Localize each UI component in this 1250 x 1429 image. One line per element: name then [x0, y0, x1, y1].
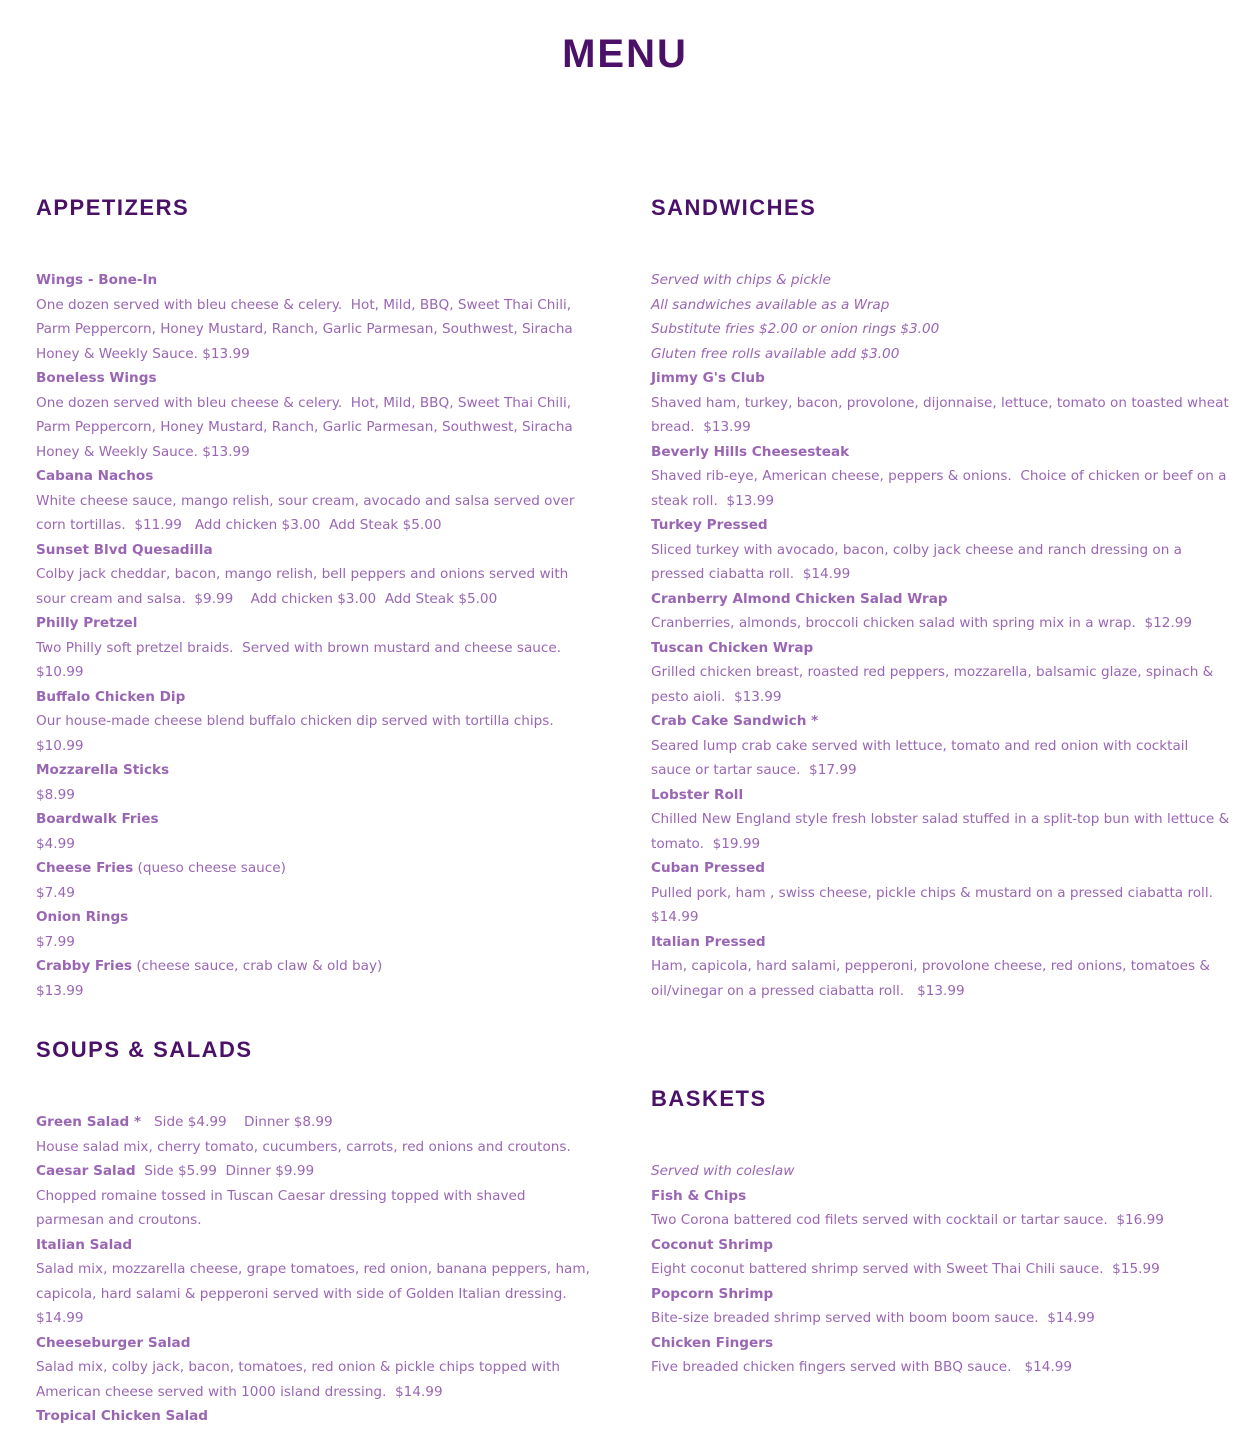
page-title: MENU — [562, 32, 688, 76]
menu-item-description: Salad mix, mozzarella cheese, grape tomatoes, red onion, banana peppers, ham, capicola, hard salami & pepperoni served with side of Golden Italian dressing. $14.99 — [36, 1261, 595, 1326]
menu-item-title: Tuscan Chicken Wrap — [651, 639, 814, 656]
menu-item-description: Eight coconut battered shrimp served with Sweet Thai Chili sauce. $15.99 — [651, 1261, 1160, 1277]
menu-items-list — [36, 1110, 596, 1429]
menu-item-description: Two Corona battered cod filets served with cocktail or tartar sauce. $16.99 — [651, 1212, 1164, 1228]
menu-item-description: $7.99 — [36, 933, 75, 950]
menu-item-title: Cuban Pressed — [651, 860, 765, 876]
menu-item-description: Sliced turkey with avocado, bacon, colby jack cheese and ranch dressing on a pressed ciabatta roll. $14.99 — [651, 541, 1187, 582]
menu-item-name — [36, 1159, 596, 1184]
menu-item-description: Grilled chicken breast, roasted red peppers, mozzarella, balsamic glaze, spinach & pesto aioli. $13.99 — [651, 664, 1218, 705]
menu-item-name — [36, 905, 596, 930]
menu-item-extra: Side $5.99 Dinner $9.99 — [135, 1163, 315, 1179]
menu-item-name — [36, 268, 596, 293]
menu-item-name — [651, 587, 1231, 612]
menu-item-description: Pulled pork, ham , swiss cheese, pickle chips & mustard on a pressed ciabatta roll. $14.99 — [651, 884, 1222, 925]
menu-item-name — [651, 440, 1231, 465]
menu-item-name — [36, 807, 596, 832]
menu-item-name — [36, 464, 596, 489]
section-heading: SOUPS & SALADS — [36, 1037, 253, 1062]
menu-items-list — [651, 1159, 1231, 1380]
menu-item-title: Lobster Roll — [651, 786, 744, 803]
menu-item-name — [36, 1331, 596, 1356]
sandwiches-section — [651, 194, 1234, 999]
menu-item-description: $13.99 — [36, 982, 84, 999]
menu-item-title: Fish & Chips — [651, 1187, 747, 1204]
menu-item-title: Beverly Hills Cheesesteak — [651, 443, 850, 460]
menu-item-description: $7.49 — [36, 884, 75, 901]
menu-item-description: Cranberries, almonds, broccoli chicken salad with spring mix in a wrap. $12.99 — [651, 615, 1193, 631]
menu-item-description: Ham, capicola, hard salami, pepperoni, provolone cheese, red onions, tomatoes & oil/vinegar on a pressed ciabatta roll. $13.99 — [651, 958, 1215, 999]
menu-item-name — [36, 758, 596, 783]
menu-item-title: Italian Salad — [36, 1236, 133, 1253]
menu-item-name — [36, 954, 596, 979]
menu-item-description: Colby jack cheddar, bacon, mango relish, bell peppers and onions served with sour cream and salsa. $9.99 Add chicken $3.00 Add Steak $5.00 — [36, 566, 577, 607]
menu-item-description: Chopped romaine tossed in Tuscan Caesar dressing topped with shaved parmesan and croutons. — [36, 1187, 530, 1228]
menu-item-title: Popcorn Shrimp — [651, 1285, 774, 1302]
menu-item-extra: (cheese sauce, crab claw & old bay) — [132, 958, 383, 974]
menu-item-description: Seared lump crab cake served with lettuce, tomato and red onion with cocktail sauce or tartar sauce. $17.99 — [651, 737, 1193, 778]
menu-item-name — [651, 1282, 1231, 1307]
menu-items-list — [651, 268, 1234, 1003]
menu-item-title: Turkey Pressed — [651, 517, 768, 533]
appetizers-section — [36, 194, 596, 999]
menu-item-title: Boardwalk Fries — [36, 811, 159, 827]
menu-item-title: Tropical Chicken Salad — [36, 1408, 209, 1424]
section-heading: APPETIZERS — [36, 195, 190, 220]
menu-item-extra: (queso cheese sauce) — [133, 860, 286, 876]
menu-item-title: Cranberry Almond Chicken Salad Wrap — [651, 590, 948, 607]
menu-item-name — [651, 1184, 1231, 1209]
menu-item-name — [36, 1233, 596, 1258]
baskets-section — [651, 1085, 1231, 1375]
menu-item-description: Chilled New England style fresh lobster salad stuffed in a split-top bun with lettuce & tomato. $19.99 — [651, 811, 1234, 852]
soups-salads-section — [36, 1036, 596, 1424]
menu-item-name — [651, 709, 1231, 734]
menu-item-name — [651, 513, 1231, 538]
menu-item-title: Onion Rings — [36, 909, 129, 925]
menu-item-name — [651, 856, 1231, 881]
menu-item-title: Chicken Fingers — [651, 1334, 774, 1351]
menu-item-title: Buffalo Chicken Dip — [36, 688, 186, 705]
menu-item-description: Our house-made cheese blend buffalo chicken dip served with tortilla chips. $10.99 — [36, 713, 563, 754]
menu-item-description: Shaved ham, turkey, bacon, provolone, dijonnaise, lettuce, tomato on toasted wheat bread. $13.99 — [651, 394, 1234, 435]
section-note: Served with coleslaw — [651, 1163, 795, 1179]
menu-item-title: Caesar Salad — [36, 1163, 136, 1179]
menu-item-title: Cheese Fries — [36, 860, 134, 876]
menu-item-title: Italian Pressed — [651, 933, 766, 950]
menu-item-title: Philly Pretzel — [36, 615, 138, 631]
section-note: All sandwiches available as a Wrap — [651, 296, 890, 313]
menu-item-name — [36, 685, 596, 710]
menu-item-name — [651, 636, 1231, 661]
menu-item-name — [36, 856, 596, 881]
section-heading: BASKETS — [651, 1086, 767, 1111]
menu-item-description: One dozen served with bleu cheese & celery. Hot, Mild, BBQ, Sweet Thai Chili, Parm Peppercorn, Honey Mustard, Ranch, Garlic Parmesan, Southwest, Siracha Honey & Weekly Sauce. $13.99 — [36, 394, 580, 460]
menu-item-description: Salad mix, colby jack, bacon, tomatoes, red onion & pickle chips topped with American cheese served with 1000 island dressing. $14.99 — [36, 1359, 565, 1400]
menu-item-name — [36, 366, 596, 391]
menu-item-description: $8.99 — [36, 786, 75, 803]
menu-item-description: $4.99 — [36, 835, 75, 852]
menu-item-description: Bite-size breaded shrimp served with boom boom sauce. $14.99 — [651, 1310, 1095, 1326]
menu-item-title: Boneless Wings — [36, 370, 157, 386]
menu-item-name — [651, 366, 1231, 391]
section-note: Substitute fries $2.00 or onion rings $3.00 — [651, 321, 940, 337]
menu-item-name — [651, 1331, 1231, 1356]
menu-items-list — [36, 268, 596, 1003]
menu-item-title: Coconut Shrimp — [651, 1236, 774, 1253]
menu-item-name — [36, 1404, 596, 1429]
menu-item-title: Green Salad * — [36, 1114, 142, 1130]
menu-item-title: Jimmy G's Club — [651, 370, 765, 386]
menu-item-name — [651, 783, 1231, 808]
menu-item-name — [651, 930, 1231, 955]
menu-item-title: Crab Cake Sandwich * — [651, 713, 819, 729]
section-heading: SANDWICHES — [651, 195, 817, 220]
menu-item-name — [651, 1233, 1231, 1258]
menu-item-name — [36, 611, 596, 636]
menu-item-title: Cabana Nachos — [36, 468, 154, 484]
menu-item-name — [36, 1110, 596, 1135]
menu-item-name — [36, 538, 596, 563]
menu-item-title: Wings - Bone-In — [36, 272, 158, 288]
menu-item-title: Mozzarella Sticks — [36, 762, 170, 778]
menu-item-description: Two Philly soft pretzel braids. Served with brown mustard and cheese sauce. $10.99 — [36, 639, 566, 680]
menu-item-title: Sunset Blvd Quesadilla — [36, 541, 213, 558]
menu-item-title: Crabby Fries — [36, 958, 132, 974]
menu-item-description: Five breaded chicken fingers served with BBQ sauce. $14.99 — [651, 1359, 1073, 1375]
menu-item-extra: Side $4.99 Dinner $8.99 — [141, 1114, 333, 1130]
menu-item-description: White cheese sauce, mango relish, sour cream, avocado and salsa served over corn tortillas. $11.99 Add chicken $3.00 Add Steak $5.00 — [36, 492, 579, 533]
menu-item-description: One dozen served with bleu cheese & celery. Hot, Mild, BBQ, Sweet Thai Chili, Parm Peppercorn, Honey Mustard, Ranch, Garlic Parmesan, Southwest, Siracha Honey & Weekly Sauce. $13.99 — [36, 296, 580, 362]
menu-item-title: Cheeseburger Salad — [36, 1334, 191, 1351]
menu-item-description: Shaved rib-eye, American cheese, peppers & onions. Choice of chicken or beef on a steak roll. $13.99 — [651, 468, 1231, 509]
section-note: Served with chips & pickle — [651, 272, 831, 288]
menu-item-description: House salad mix, cherry tomato, cucumbers, carrots, red onions and croutons. — [36, 1138, 571, 1155]
section-note: Gluten free rolls available add $3.00 — [651, 345, 900, 362]
